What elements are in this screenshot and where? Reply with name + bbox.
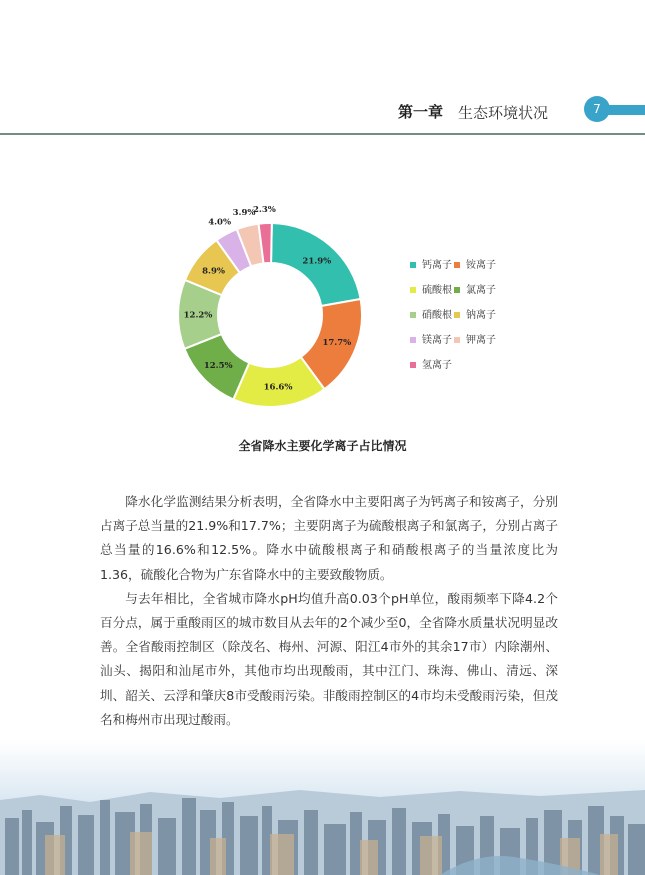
- legend-swatch: [410, 337, 416, 343]
- data-label-3: 12.5%: [203, 361, 233, 372]
- legend-swatch: [454, 287, 460, 293]
- legend-swatch: [454, 262, 460, 268]
- legend-swatch: [410, 287, 416, 293]
- data-label-8: 2.3%: [253, 205, 276, 216]
- legend-label: 钾离子: [466, 335, 496, 346]
- legend-label: 硫酸根: [422, 285, 452, 296]
- chapter-title: 生态环境状况: [458, 104, 549, 122]
- legend-swatch: [454, 312, 460, 318]
- legend-swatch: [410, 262, 416, 268]
- legend-label: 镁离子: [422, 335, 452, 346]
- legend-label: 氯离子: [466, 285, 496, 296]
- data-label-7: 3.9%: [232, 208, 256, 219]
- legend-item-7: [454, 331, 514, 345]
- page-number: 7: [584, 96, 610, 122]
- data-label-4: 12.2%: [183, 310, 213, 321]
- legend-label: 铵离子: [466, 260, 496, 271]
- legend-item-8: [410, 356, 470, 370]
- legend-item-3: [454, 281, 514, 295]
- paragraph-2: 与去年相比，全省城市降水pH均值升高0.03个pH单位，酸雨频率下降4.2个百分点，属于重酸雨区的城市数目从去年的2个减少至0，全省降水质量状况明显改善。全省酸雨控制区（除茂名、梅州、河源、阳江4市外的其余17市）内除潮州、汕头、揭阳和汕尾市外，其他市均出现酸雨，其中江门、珠海、佛山、清远、深圳、韶关、云浮和肇庆8市受酸雨污染。非酸雨控制区的4市均未受酸雨污染，但茂名和梅州市出现过酸雨。: [100, 590, 558, 727]
- legend-swatch: [410, 362, 416, 368]
- paragraph-1: 降水化学监测结果分析表明，全省降水中主要阳离子为钙离子和铵离子，分别占离子总当量的21.9%和17.7%；主要阴离子为硫酸根离子和氯离子，分别占离子总当量的16.6%和12.5%。降水中硫酸根离子和硝酸根离子的当量浓度比为1.36，硫酸化合物为广东省降水中的主要致酸物质。: [100, 494, 558, 582]
- data-label-5: 8.9%: [202, 266, 226, 277]
- legend-label: 硝酸根: [422, 310, 452, 321]
- legend-item-1: [454, 256, 514, 270]
- data-label-2: 16.6%: [263, 382, 293, 393]
- donut-chart: [150, 195, 390, 435]
- body-text: [100, 490, 558, 732]
- data-label-1: 17.7%: [322, 337, 352, 348]
- data-label-6: 4.0%: [208, 217, 232, 228]
- data-label-0: 21.9%: [302, 256, 332, 267]
- legend-swatch: [454, 337, 460, 343]
- chapter-number: 第一章: [398, 103, 444, 121]
- legend-item-5: [454, 306, 514, 320]
- city-skyline-image: [0, 740, 645, 875]
- header-divider: [0, 133, 645, 135]
- chart-title: 全省降水主要化学离子占比情况: [238, 439, 407, 453]
- legend-label: 钙离子: [422, 260, 452, 271]
- legend-label: 氢离子: [422, 360, 452, 371]
- legend-label: 钠离子: [466, 310, 496, 321]
- legend-swatch: [410, 312, 416, 318]
